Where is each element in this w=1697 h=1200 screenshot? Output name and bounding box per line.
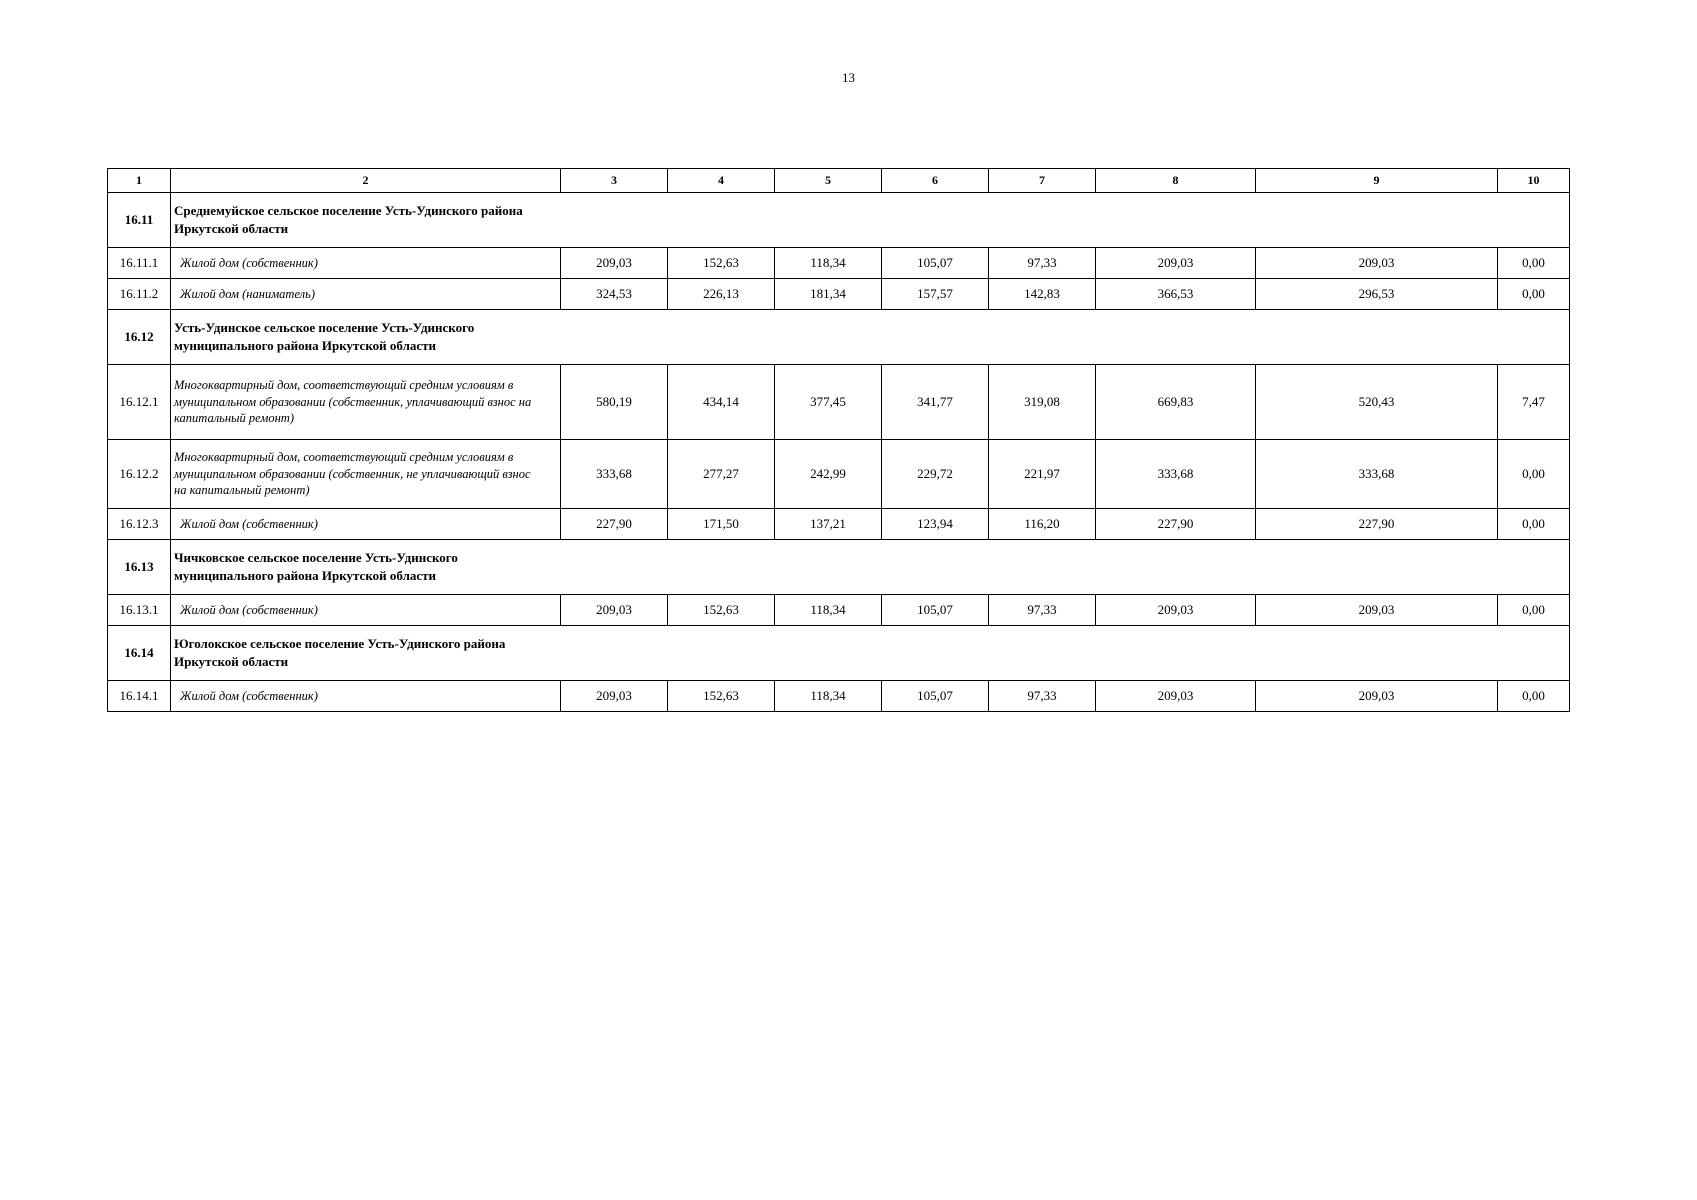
value-cell: 152,63	[668, 248, 775, 279]
column-number: 3	[561, 169, 668, 193]
column-number: 6	[882, 169, 989, 193]
tariff-table	[107, 168, 1570, 712]
row-code: 16.14.1	[108, 681, 171, 712]
column-number: 5	[775, 169, 882, 193]
column-number: 1	[108, 169, 171, 193]
value-cell: 105,07	[882, 681, 989, 712]
value-cell: 137,21	[775, 509, 882, 540]
value-cell: 157,57	[882, 279, 989, 310]
row-name-cell	[171, 365, 561, 440]
row-code: 16.11.2	[108, 279, 171, 310]
value-cell: 97,33	[989, 595, 1096, 626]
table-row	[108, 440, 1570, 509]
value-cell: 580,19	[561, 365, 668, 440]
value-cell: 221,97	[989, 440, 1096, 509]
section-title-cell	[171, 626, 1570, 681]
section-code: 16.11	[108, 193, 171, 248]
section-title-cell	[171, 310, 1570, 365]
column-number: 8	[1096, 169, 1256, 193]
value-cell: 116,20	[989, 509, 1096, 540]
value-cell: 0,00	[1498, 681, 1570, 712]
row-name: Жилой дом (собственник)	[171, 595, 561, 626]
table-row	[108, 595, 1570, 626]
column-number-row	[108, 169, 1570, 193]
value-cell: 209,03	[561, 681, 668, 712]
value-cell: 319,08	[989, 365, 1096, 440]
value-cell: 118,34	[775, 681, 882, 712]
value-cell: 97,33	[989, 248, 1096, 279]
value-cell: 296,53	[1256, 279, 1498, 310]
value-cell: 209,03	[561, 248, 668, 279]
value-cell: 209,03	[561, 595, 668, 626]
value-cell: 209,03	[1256, 595, 1498, 626]
value-cell: 0,00	[1498, 595, 1570, 626]
value-cell: 341,77	[882, 365, 989, 440]
section-title-cell	[171, 540, 1570, 595]
value-cell: 0,00	[1498, 279, 1570, 310]
section-code: 16.14	[108, 626, 171, 681]
value-cell: 152,63	[668, 595, 775, 626]
value-cell: 181,34	[775, 279, 882, 310]
table-row	[108, 365, 1570, 440]
value-cell: 227,90	[1096, 509, 1256, 540]
value-cell: 0,00	[1498, 440, 1570, 509]
row-name: Жилой дом (собственник)	[171, 248, 561, 279]
row-code: 16.12.2	[108, 440, 171, 509]
value-cell: 0,00	[1498, 248, 1570, 279]
value-cell: 227,90	[1256, 509, 1498, 540]
value-cell: 123,94	[882, 509, 989, 540]
value-cell: 97,33	[989, 681, 1096, 712]
value-cell: 105,07	[882, 595, 989, 626]
value-cell: 105,07	[882, 248, 989, 279]
value-cell: 333,68	[1256, 440, 1498, 509]
column-number: 2	[171, 169, 561, 193]
value-cell: 242,99	[775, 440, 882, 509]
value-cell: 366,53	[1096, 279, 1256, 310]
row-name: Многоквартирный дом, соответствующий средним условиям в муниципальном образовании (собственник, не уплачивающий взнос на капитальный ремонт)	[174, 449, 531, 498]
table-row	[108, 279, 1570, 310]
row-code: 16.12.3	[108, 509, 171, 540]
value-cell: 209,03	[1096, 248, 1256, 279]
row-code: 16.11.1	[108, 248, 171, 279]
section-code: 16.12	[108, 310, 171, 365]
value-cell: 333,68	[561, 440, 668, 509]
section-row	[108, 310, 1570, 365]
table-row	[108, 509, 1570, 540]
column-number: 9	[1256, 169, 1498, 193]
table-row	[108, 681, 1570, 712]
value-cell: 226,13	[668, 279, 775, 310]
section-row	[108, 193, 1570, 248]
value-cell: 152,63	[668, 681, 775, 712]
section-title-cell	[171, 193, 1570, 248]
value-cell: 434,14	[668, 365, 775, 440]
value-cell: 209,03	[1096, 595, 1256, 626]
value-cell: 377,45	[775, 365, 882, 440]
column-number: 7	[989, 169, 1096, 193]
value-cell: 669,83	[1096, 365, 1256, 440]
section-row	[108, 540, 1570, 595]
value-cell: 0,00	[1498, 509, 1570, 540]
section-row	[108, 626, 1570, 681]
row-code: 16.13.1	[108, 595, 171, 626]
column-number: 10	[1498, 169, 1570, 193]
section-title: Среднемуйское сельское поселение Усть-Удинского района Иркутской области	[174, 203, 523, 236]
value-cell: 7,47	[1498, 365, 1570, 440]
row-name: Жилой дом (собственник)	[171, 681, 561, 712]
row-name: Многоквартирный дом, соответствующий средним условиям в муниципальном образовании (собственник, уплачивающий взнос на капитальный ремонт)	[174, 377, 532, 426]
value-cell: 277,27	[668, 440, 775, 509]
value-cell: 209,03	[1096, 681, 1256, 712]
section-title: Чичковское сельское поселение Усть-Удинского муниципального района Иркутской области	[174, 550, 458, 583]
section-title: Усть-Удинское сельское поселение Усть-Удинского муниципального района Иркутской области	[174, 320, 475, 353]
section-code: 16.13	[108, 540, 171, 595]
page-number: 13	[842, 70, 855, 85]
value-cell: 118,34	[775, 595, 882, 626]
row-name-cell	[171, 440, 561, 509]
value-cell: 209,03	[1256, 248, 1498, 279]
value-cell: 171,50	[668, 509, 775, 540]
table-row	[108, 248, 1570, 279]
value-cell: 229,72	[882, 440, 989, 509]
value-cell: 118,34	[775, 248, 882, 279]
section-title: Юголокское сельское поселение Усть-Удинского района Иркутской области	[174, 636, 506, 669]
row-name: Жилой дом (собственник)	[171, 509, 561, 540]
value-cell: 324,53	[561, 279, 668, 310]
value-cell: 227,90	[561, 509, 668, 540]
value-cell: 209,03	[1256, 681, 1498, 712]
row-name: Жилой дом (наниматель)	[171, 279, 561, 310]
row-code: 16.12.1	[108, 365, 171, 440]
value-cell: 142,83	[989, 279, 1096, 310]
value-cell: 333,68	[1096, 440, 1256, 509]
value-cell: 520,43	[1256, 365, 1498, 440]
column-number: 4	[668, 169, 775, 193]
